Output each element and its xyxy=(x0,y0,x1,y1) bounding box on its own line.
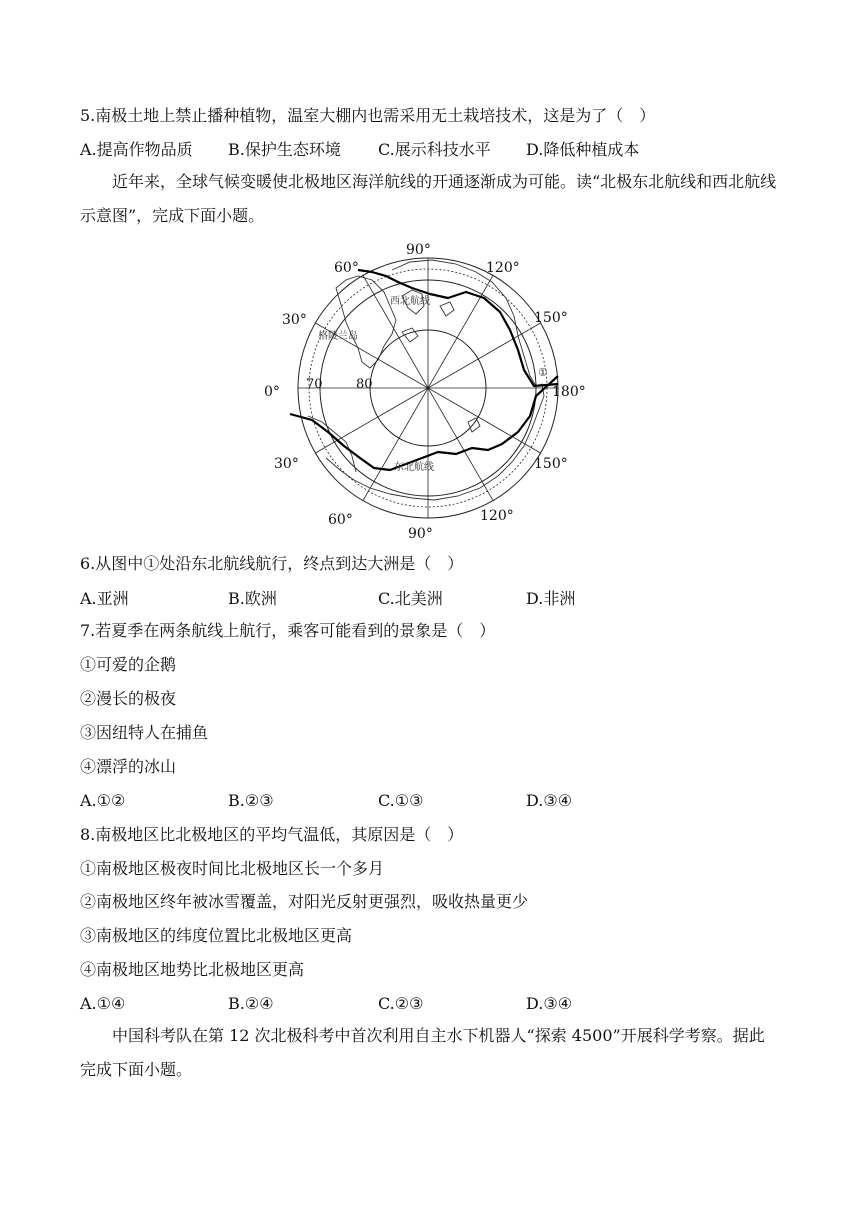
lon-label-150-upper: 150° xyxy=(534,310,568,326)
q8-item-2: ②南极地区终年被冰雪覆盖，对阳光反射更强烈，吸收热量更少 xyxy=(80,892,529,911)
intro-paragraph-arctic: 近年来，全球气候变暖使北极地区海洋航线的开通逐渐成为可能。读“北极东北航线和西北航线示意图”，完成下面小题。 xyxy=(80,172,777,225)
lon-label-120-top: 120° xyxy=(486,260,520,276)
arctic-routes-map xyxy=(262,236,592,541)
q5-options xyxy=(80,140,780,160)
q5-option-c: C.展示科技水平 xyxy=(378,140,491,159)
q8-options xyxy=(80,994,780,1014)
greenland-label: 格陵兰岛 xyxy=(318,331,358,342)
q7-options xyxy=(80,791,780,811)
q7-option-d: D.③④ xyxy=(526,791,573,810)
q5-option-b: B.保护生态环境 xyxy=(228,140,341,159)
northeast-route-label: 东北航线 xyxy=(394,462,434,473)
q6-option-d: D.非洲 xyxy=(526,589,576,608)
q6-option-c: C.北美洲 xyxy=(378,589,443,608)
q8-option-d: D.③④ xyxy=(526,994,573,1013)
q8-item-3: ③南极地区的纬度位置比北极地区更高 xyxy=(80,926,353,945)
q6-option-a: A.亚洲 xyxy=(80,589,129,608)
lon-label-90-bottom: 90° xyxy=(408,526,433,541)
lon-label-120-bottom: 120° xyxy=(480,508,514,524)
lon-label-150-lower: 150° xyxy=(534,456,568,472)
q7-item-1: ①可爱的企鹅 xyxy=(80,655,177,674)
q8-item-1: ①南极地区极夜时间比北极地区长一个多月 xyxy=(80,859,385,878)
q8-option-c: C.②③ xyxy=(378,994,424,1013)
q6-options xyxy=(80,589,780,609)
q5-stem: 5.南极土地上禁止播种植物，温室大棚内也需采用无土栽培技术，这是为了（ ） xyxy=(80,106,656,125)
q7-item-2: ②漫长的极夜 xyxy=(80,689,177,708)
q8-item-4: ④南极地区地势比北极地区更高 xyxy=(80,960,305,979)
lon-label-30-lower: 30° xyxy=(274,456,299,472)
q8-option-a: A.①④ xyxy=(80,994,126,1013)
lon-label-180: 180° xyxy=(552,384,586,400)
q6-stem: 6.从图中①处沿东北航线航行，终点到达大洲是（ ） xyxy=(80,554,464,573)
lon-label-0: 0° xyxy=(264,384,280,400)
lat-label-70: 70 xyxy=(306,377,323,392)
lon-label-30-upper: 30° xyxy=(282,312,307,328)
intro-paragraph-robot: 中国科考队在第 12 次北极科考中首次利用自主水下机器人“探索 4500”开展科学考察。据此完成下面小题。 xyxy=(80,1026,765,1079)
q8-option-b: B.②④ xyxy=(228,994,274,1013)
q7-item-4: ④漂浮的冰山 xyxy=(80,757,177,776)
greenland-outline xyxy=(336,276,396,368)
q6-option-b: B.欧洲 xyxy=(228,589,277,608)
lon-label-90-top: 90° xyxy=(406,242,431,258)
q7-stem: 7.若夏季在两条航线上航行，乘客可能看到的景象是（ ） xyxy=(80,621,496,640)
q7-item-3: ③因纽特人在捕鱼 xyxy=(80,723,209,742)
q8-stem: 8.南极地区比北极地区的平均气温低，其原因是（ ） xyxy=(80,825,464,844)
q7-option-c: C.①③ xyxy=(378,791,424,810)
lat-label-80: 80 xyxy=(356,377,373,392)
point-1-marker: ① xyxy=(538,366,548,379)
q5-option-d: D.降低种植成本 xyxy=(526,140,640,159)
q7-option-a: A.①② xyxy=(80,791,126,810)
lon-label-60-top: 60° xyxy=(334,260,359,276)
q7-option-b: B.②③ xyxy=(228,791,274,810)
q5-option-a: A.提高作物品质 xyxy=(80,140,193,159)
northwest-route-label: 西北航线 xyxy=(390,296,430,307)
lon-label-60-bottom: 60° xyxy=(328,512,353,528)
